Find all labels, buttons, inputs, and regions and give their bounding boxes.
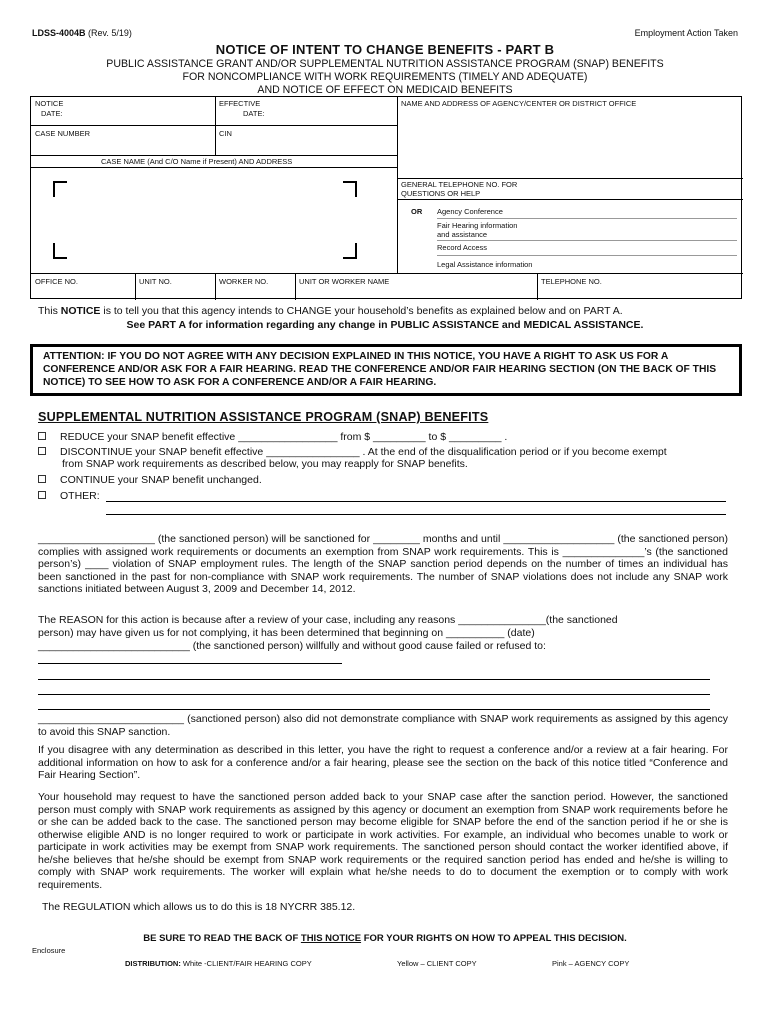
discontinue-checkbox[interactable] (38, 447, 46, 455)
compliance-paragraph: _________________________ (sanctioned person) also did not demonstrate compliance with SNAP work requirements as assigned by this agency to avoid this SNAP sanction. (38, 713, 728, 738)
notice-word: NOTICE (60, 305, 101, 317)
form-id (32, 28, 132, 38)
reduce-text: REDUCE your SNAP benefit effective _________________ from $ _________ to $ _________ . (60, 431, 508, 443)
reason-line-1: The REASON for this action is because after a review of your case, including any reasons _______________(the sanctioned (38, 614, 618, 626)
household-paragraph: Your household may request to have the sanctioned person added back to your SNAP case after the sanction period. However, the sanctioned person must comply with SNAP work requirements as assigned by this agency or document an exemption from SNAP work requirements before he or she can be added back to the case. The sanctioned person may become eligible for SNAP before the end of the sanction period if he or she is otherwise eligible AND is no longer required to work or participate in work activities. For example, an individual who becomes unable to work or participate in work activities may be exempt from SNAP work requirements. The sanctioned person should contact the worker identified above, if he/she believes that he/she should be exempt from SNAP work requirements or the required sanction period has ended and he/she is willing to comply with SNAP work requirements. The worker will explain what he/she needs to do to document the exemption or to comply with work requirements. (38, 791, 728, 891)
record-access-label: Record Access (437, 243, 488, 252)
reason-fill-line-4[interactable] (38, 709, 710, 710)
continue-checkbox[interactable] (38, 475, 46, 483)
distribution-white: DISTRIBUTION: White -CLIENT/FAIR HEARING COPY (125, 959, 312, 968)
case-info-grid (30, 96, 742, 299)
reason-fill-line-1[interactable] (38, 663, 342, 664)
reason-fill-line-3[interactable] (38, 694, 710, 695)
general-phone-line-1: GENERAL TELEPHONE NO. FOR (401, 180, 518, 189)
cin-label: CIN (219, 129, 232, 138)
reason-line-2: person) may have given us for not complying, it has been determined that beginning on __________ (date) (38, 627, 535, 639)
other-line-1[interactable] (106, 501, 726, 502)
distribution-label: DISTRIBUTION: (125, 959, 181, 968)
telephone-no-label: TELEPHONE NO. (541, 277, 602, 286)
other-checkbox[interactable] (38, 491, 46, 499)
page-subtitle (0, 58, 770, 97)
other-option (38, 490, 100, 503)
attention-box: ATTENTION: IF YOU DO NOT AGREE WITH ANY DECISION EXPLAINED IN THIS NOTICE, YOU HAVE A RIGHT TO ASK US FOR A CONFERENCE AND/OR ASK FOR A FAIR HEARING. READ THE CONFERENCE AND/OR FAIR HEARING SECTION (ON THE BACK OF THIS NOTICE) TO SEE HOW TO ASK FOR A CONFERENCE AND/OR A FAIR HEARING. (30, 344, 742, 396)
fair-hearing-line-2: and assistance (437, 230, 488, 239)
agency-address-label: NAME AND ADDRESS OF AGENCY/CENTER OR DISTRICT OFFICE (401, 99, 637, 108)
worker-no-label: WORKER NO. (219, 277, 269, 286)
subtitle-line-2: FOR NONCOMPLIANCE WITH WORK REQUIREMENTS (TIMELY AND ADEQUATE) (182, 71, 588, 83)
see-part-a: See PART A for information regarding any change in PUBLIC ASSISTANCE and MEDICAL ASSISTANCE. (126, 319, 644, 331)
discontinue-text-2: from SNAP work requirements as described below, you may reapply for SNAP benefits. (62, 458, 468, 470)
agency-conference-label: Agency Conference (437, 207, 503, 216)
this-notice-text: THIS NOTICE (300, 933, 362, 944)
form-number: LDSS-4004B (32, 28, 86, 38)
subtitle-line-1: PUBLIC ASSISTANCE GRANT AND/OR SUPPLEMENTAL NUTRITION ASSISTANCE PROGRAM (SNAP) BENEFITS (106, 58, 664, 70)
distribution-yellow: Yellow – CLIENT COPY (397, 959, 477, 968)
other-text: OTHER: (60, 490, 100, 502)
address-corner-top-right (343, 181, 357, 197)
footer-appeal-notice: BE SURE TO READ THE BACK OF THIS NOTICE FOR YOUR RIGHTS ON HOW TO APPEAL THIS DECISION. (143, 933, 627, 944)
sanction-paragraph: ____________________ (the sanctioned person) will be sanctioned for ________ months and until ___________________ (the sanctioned person) complies with assigned work requirements or documents an exemption from SNAP work requirements. This is ______________’s (the sanctioned person’s) ____ violation of SNAP employment rules. The length of the SNAP sanction period depends on the number of times an individual has been sanctioned in the past for non-compliance with SNAP work requirements. The number of SNAP violations does not include any SNAP work sanctions initiated between August 3, 2009 and December 14, 2012. (38, 533, 728, 595)
other-line-2[interactable] (106, 514, 726, 515)
unit-or-worker-name-label: UNIT OR WORKER NAME (299, 277, 390, 286)
distribution-pink: Pink – AGENCY COPY (552, 959, 630, 968)
page-title: NOTICE OF INTENT TO CHANGE BENEFITS - PART B (215, 42, 555, 57)
discontinue-option (38, 446, 667, 459)
address-corner-bottom-right (343, 243, 357, 259)
continue-text: CONTINUE your SNAP benefit unchanged. (60, 474, 262, 486)
or-label: OR (411, 207, 423, 216)
notice-label: NOTICE (35, 99, 64, 108)
general-phone-label (401, 180, 517, 198)
disagree-paragraph: If you disagree with any determination as described in this letter, you have the right to request a conference and/or a review at a fair hearing. For additional information on how to ask for a conference and/or a fair hearing, please see the section on the back of this notice titled “Conference and Fair Hearing Section”. (38, 744, 728, 781)
notice-date-label: DATE: (41, 109, 63, 118)
discontinue-text: DISCONTINUE your SNAP benefit effective ________________ . At the end of the disqualification period or if you become exempt (60, 446, 667, 458)
fair-hearing-label (437, 221, 517, 239)
notice-intro: This NOTICE is to tell you that this agency intends to CHANGE your household’s benefits as explained below and on PART A. (38, 305, 623, 317)
case-number-label: CASE NUMBER (35, 129, 91, 138)
fair-hearing-line-1: Fair Hearing information (437, 221, 518, 230)
effective-label: EFFECTIVE (219, 99, 261, 108)
effective-date-label: DATE: (243, 109, 265, 118)
address-corner-bottom-left (53, 243, 67, 259)
office-no-label: OFFICE NO. (35, 277, 78, 286)
continue-option (38, 474, 262, 487)
unit-no-label: UNIT NO. (139, 277, 172, 286)
enclosure-label: Enclosure (32, 946, 66, 955)
employment-action-label: Employment Action Taken (634, 28, 738, 38)
regulation-text: The REGULATION which allows us to do this is 18 NYCRR 385.12. (42, 901, 356, 913)
reduce-option (38, 431, 507, 444)
reason-fill-line-2[interactable] (38, 679, 710, 680)
legal-assistance-label: Legal Assistance information (437, 260, 533, 269)
snap-heading: SUPPLEMENTAL NUTRITION ASSISTANCE PROGRAM (SNAP) BENEFITS (38, 410, 489, 424)
reduce-checkbox[interactable] (38, 432, 46, 440)
case-name-label: CASE NAME (And C/O Name if Present) AND ADDRESS (101, 157, 293, 166)
general-phone-line-2: QUESTIONS OR HELP (401, 189, 481, 198)
form-revision: (Rev. 5/19) (88, 28, 132, 38)
address-corner-top-left (53, 181, 67, 197)
subtitle-line-3: AND NOTICE OF EFFECT ON MEDICAID BENEFITS (257, 84, 513, 96)
reason-line-3: __________________________ (the sanctioned person) willfully and without good cause failed or refused to: (38, 640, 546, 652)
